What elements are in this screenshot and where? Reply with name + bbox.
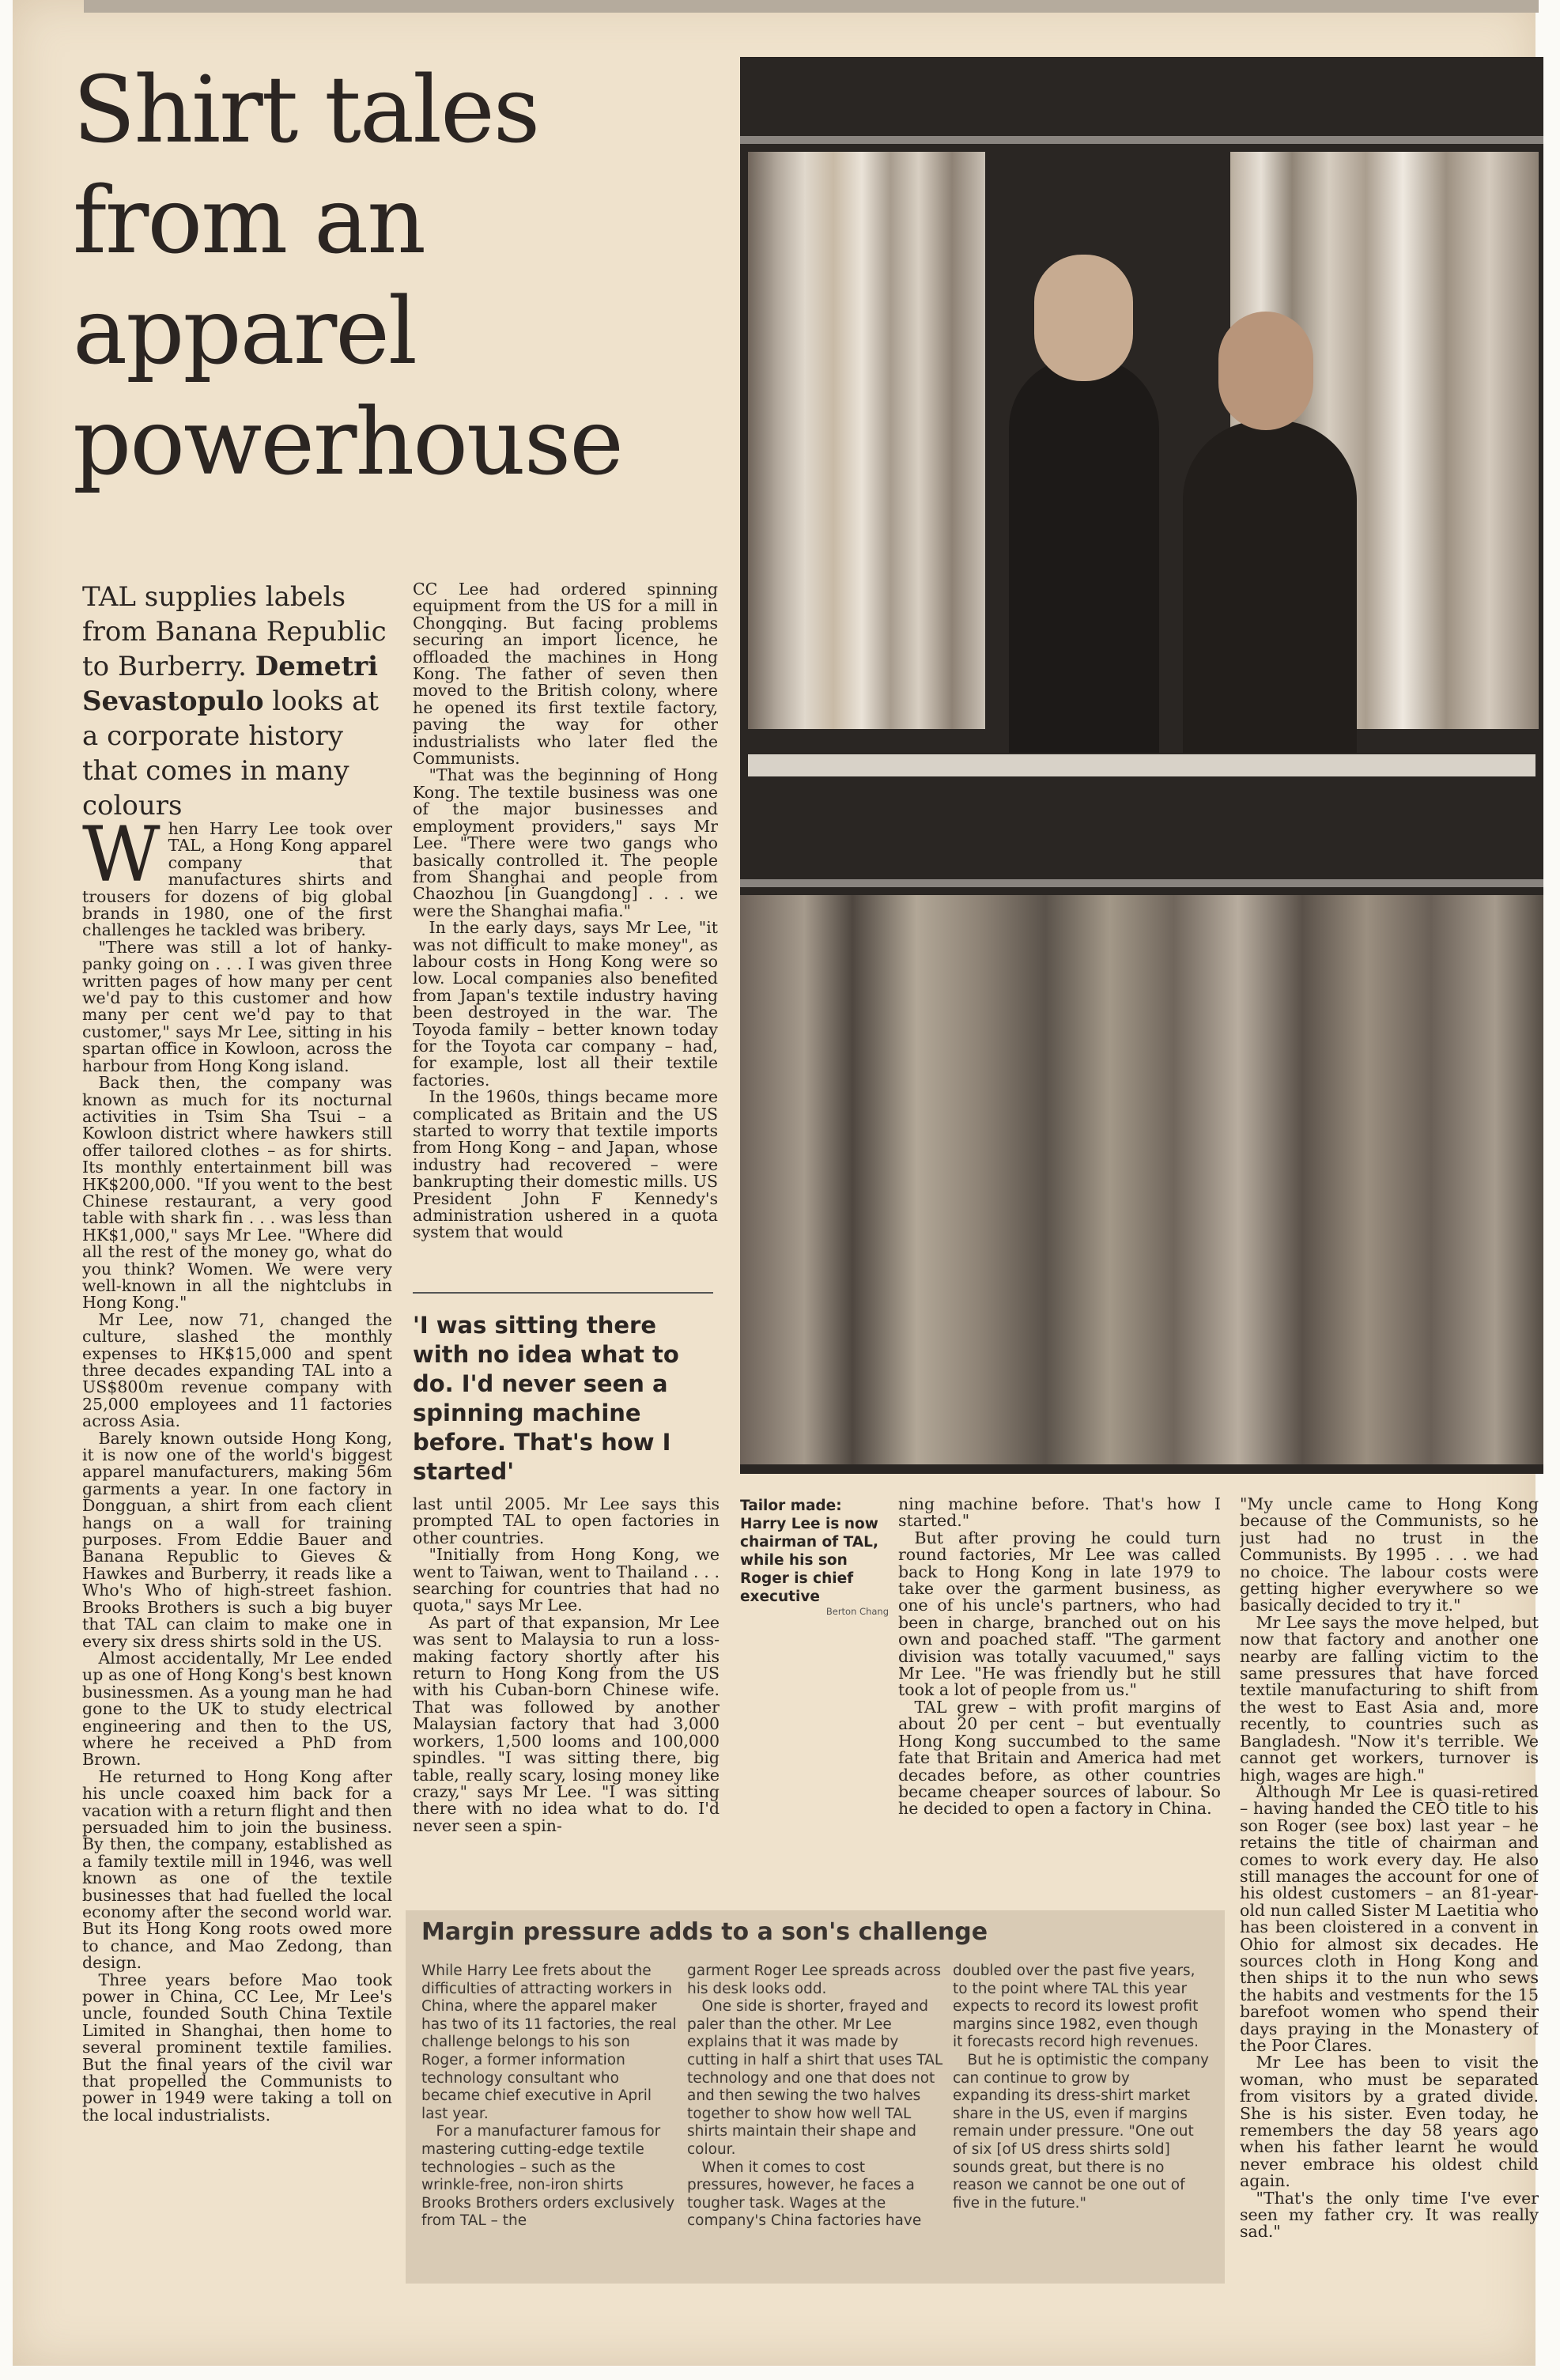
article-column-2-top xyxy=(413,581,718,1286)
article-text: last until 2005. Mr Lee says this prompted TAL to open factories in other countries. "Initially from Hong Kong, we went to Taiwan, went to Thailand . . . searching for countries that had no quota," says Mr Lee. As part of that expansion, Mr Lee was sent to Malaysia to run a loss-making factory shortly after his return to Hong Kong from the US with his Cuban-born Chinese wife. That was followed by another Malaysian factory that had 3,000 workers, 1,500 looms and 100,000 spindles. "I was sitting there, big table, really scary, losing money like crazy," says Mr Lee. "I was sitting there with no idea what to do. I'd never seen a spin- xyxy=(413,1496,720,1835)
headline-line: Shirt tales xyxy=(73,57,539,164)
standfirst-intro: TAL supplies labels from Banana Republic to Burberry. xyxy=(82,581,387,682)
sidebar-text: While Harry Lee frets about the difficulties of attracting workers in China, where the apparel maker has two of its 11 factories, the real challenge belongs to his son Roger, a former information technology consultant who became chief executive in April last year. For a manufacturer famous for mastering cutting-edge textile technologies – such as the wrinkle-free, non-iron shirts Brooks Brothers orders exclusively from TAL – the xyxy=(421,1963,677,2230)
sidebar-text: garment Roger Lee spreads across his desk looks odd. One side is shorter, frayed and paler than the other. Mr Lee explains that it was made by cutting in half a shirt that uses TAL technology and one that does not and then sewing the two halves together to show how well TAL shirts maintain their shape and colour. When it comes to cost pressures, however, he faces a tougher task. Wages at the company's China factories have xyxy=(687,1963,943,2230)
headline-line: from an xyxy=(73,168,425,274)
standfirst-outro: looks at a corporate history that comes in many colours xyxy=(82,686,380,822)
article-text: "My uncle came to Hong Kong because of the Communists, so he just had no trust in the Communists. By 1995 . . . we had no choice. The labour costs were getting higher everywhere so we basically decided to try it." Mr Lee says the move helped, but now that factory and another one nearby are falling victim to the same pressures that have forced textile manufacturing to shift from the west to East Asia and, more recently, to countries such as Bangladesh. "Now it's terrible. We cannot get workers, turnover is high, wages are high." Although Mr Lee is quasi-retired – having handed the CEO title to his son Roger (see box) last year – he retains the title of chairman and comes to work every day. He also still manages the account for one of his oldest customers – an 81-year-old nun called Sister M Laetitia who has been cloistered in a convent in Ohio for almost six decades. He sources cloth in Hong Kong and then ships it to the nun who sews the habits and vestments for the 15 barefoot women who spend their days praying in the Monastery of the Poor Clares. Mr Lee has been to visit the woman, who must be separated from visitors by a grated divide. She is his sister. Even today, he remembers the day 58 years ago when his father learnt he would never embrace his oldest child again. "That's the only time I've ever seen my father cry. It was really sad." xyxy=(1240,1496,1539,2242)
roger-lee-face xyxy=(1218,312,1313,430)
clothes-rail xyxy=(740,136,1543,144)
byline-author: Demetri Sevastopulo xyxy=(82,651,379,717)
article-column-3 xyxy=(898,1496,1221,1899)
photo-credit: Berton Chang xyxy=(825,1606,889,1617)
harry-lee-face xyxy=(1034,255,1133,381)
sidebar-column-3 xyxy=(953,1963,1209,2212)
pull-quote: 'I was sitting there with no idea what to do. I'd never seen a spinning machine before. That's how I started' xyxy=(413,1292,713,1487)
newspaper-page xyxy=(13,0,1539,2366)
article-text: CC Lee had ordered spinning equipment from the US for a mill in Chongqing. But facing problems securing an import licence, he offloaded the machines in Hong Kong. The father of seven then moved to the British colony, where he opened its first textile factory, paving the way for other industrialists who later fled the Communists. "That was the beginning of Hong Kong. The textile business was one of the major businesses and employment providers," says Mr Lee. "There were two gangs who basically controlled it. The people from Shanghai and people from Chaozhou [in Guangdong] . . . we were the Shanghai mafia." In the early days, says Mr Lee, "it was not difficult to make money", as labour costs in Hong Kong were so low. Local companies also benefited from Japan's textile industry having been destroyed in the war. The Toyoda family – better known today for the Toyota car company – had, for example, lost all their textile factories. In the 1960s, things became more complicated as Britain and the US started to worry that textile imports from Hong Kong – and Japan, whose industry had recovered – were bankrupting their domestic mills. US President John F Kennedy's administration ushered in a quota system that would xyxy=(413,581,718,1242)
top-rule xyxy=(84,0,1539,13)
sidebar-text: doubled over the past five years, to the point where TAL this year expects to record its lowest profit margins since 1982, even though it forecasts record high revenues. But he is optimistic the company can continue to grow by expanding its dress-shirt market share in the US, even if margins remain under pressure. "One out of six [of US dress shirts sold] sounds great, but there is no reason we cannot be one out of five in the future." xyxy=(953,1963,1209,2212)
sidebar-box xyxy=(406,1910,1225,2284)
hanging-shirts-left xyxy=(748,152,985,729)
headline-line: apparel xyxy=(73,278,417,385)
article-column-1 xyxy=(82,821,392,2293)
article-column-2-bottom xyxy=(413,1496,720,1899)
shelf xyxy=(748,754,1535,776)
article-column-4 xyxy=(1240,1496,1539,2291)
drop-cap: W xyxy=(82,821,161,899)
article-text: hen Harry Lee took over TAL, a Hong Kong apparel company that manufactures shirts and trousers for dozens of big global brands in 1980, one of the first challenges he tackled was bribery. "There was still a lot of hanky-panky going on . . . I was given three written pages of how many per cent we'd pay to this customer and how many per cent we'd pay to that customer," says Mr Lee, sitting in his spartan office in Kowloon, across the harbour from Hong Kong island. Back then, the company was known as much for its nocturnal activities in Tsim Sha Tsui – a Kowloon district where hawkers still offer tailored clothes – as for shirts. Its monthly entertainment bill was HK$200,000. "If you went to the best Chinese restaurant, a very good table with shark fin . . . was less than HK$1,000," says Mr Lee. "Where did all the rest of the money go, what do you think? Women. We were very well-known in all the nightclubs in Hong Kong." Mr Lee, now 71, changed the culture, slashed the monthly expenses to HK$15,000 and spent three decades expanding TAL into a US$800m revenue company with 25,000 employees and 11 factories across Asia. Barely known outside Hong Kong, it is now one of the world's biggest apparel manufacturers, making 56m garments a year. In one factory in Dongguan, a shirt from each client hangs on a wall for training purposes. From Eddie Bauer and Banana Republic to Gieves & Hawkes and Burberry, it reads like a Who's Who of high-street fashion. Brooks Brothers is such a big buyer that TAL can claim to make one in every six dress shirts sold in the US. Almost accidentally, Mr Lee ended up as one of Hong Kong's best known businessmen. As a young man he had gone to the UK to study electrical engineering and then to the US, where he received a PhD from Brown. He returned to Hong Kong after his uncle coaxed him back for a vacation with a return flight and then persuaded him to join the business. By then, the company, established as a family textile mill in 1946, was well known as one of the textile businesses that had fuelled the local economy after the second world war. But its Hong Kong roots owed more to chance, and Mao Zedong, than design. Three years before Mao took power in China, CC Lee, Mr Lee's uncle, founded South China Textile Limited in Shanghai, then home to several prominent textile families. But the final years of the civil war that propelled the Communists to power in 1949 were taking a toll on the local industrialists. xyxy=(82,821,392,2125)
standfirst xyxy=(82,580,387,823)
sidebar-title: Margin pressure adds to a son's challenge xyxy=(421,1918,988,1946)
harry-lee-figure xyxy=(1009,357,1159,753)
photo-father-and-son xyxy=(740,57,1543,1474)
sidebar-column-2 xyxy=(687,1963,943,2231)
article-text: ning machine before. That's how I started." But after proving he could turn round factories, Mr Lee was called back to Hong Kong in late 1979 to take over the garment business, as one of his uncle's partners, who had been in charge, branched out on his own and poached staff. "The garment division was totally vacuumed," says Mr Lee. "He was friendly but he still took a lot of people from us." TAL grew – with profit margins of about 20 per cent – but eventually Hong Kong succumbed to the same fate that Britain and America had met decades before, as other countries became cheaper sources of labour. So he decided to open a factory in China. xyxy=(898,1496,1221,1819)
headline xyxy=(73,55,674,498)
roger-lee-figure xyxy=(1183,421,1357,753)
sidebar-column-1 xyxy=(421,1963,678,2231)
hanging-trousers xyxy=(740,895,1543,1464)
headline-line: powerhouse xyxy=(73,389,622,496)
photo-caption: Tailor made: Harry Lee is now chairman of TAL, while his son Roger is chief executive xyxy=(740,1498,878,1605)
clothes-rail xyxy=(740,879,1543,887)
